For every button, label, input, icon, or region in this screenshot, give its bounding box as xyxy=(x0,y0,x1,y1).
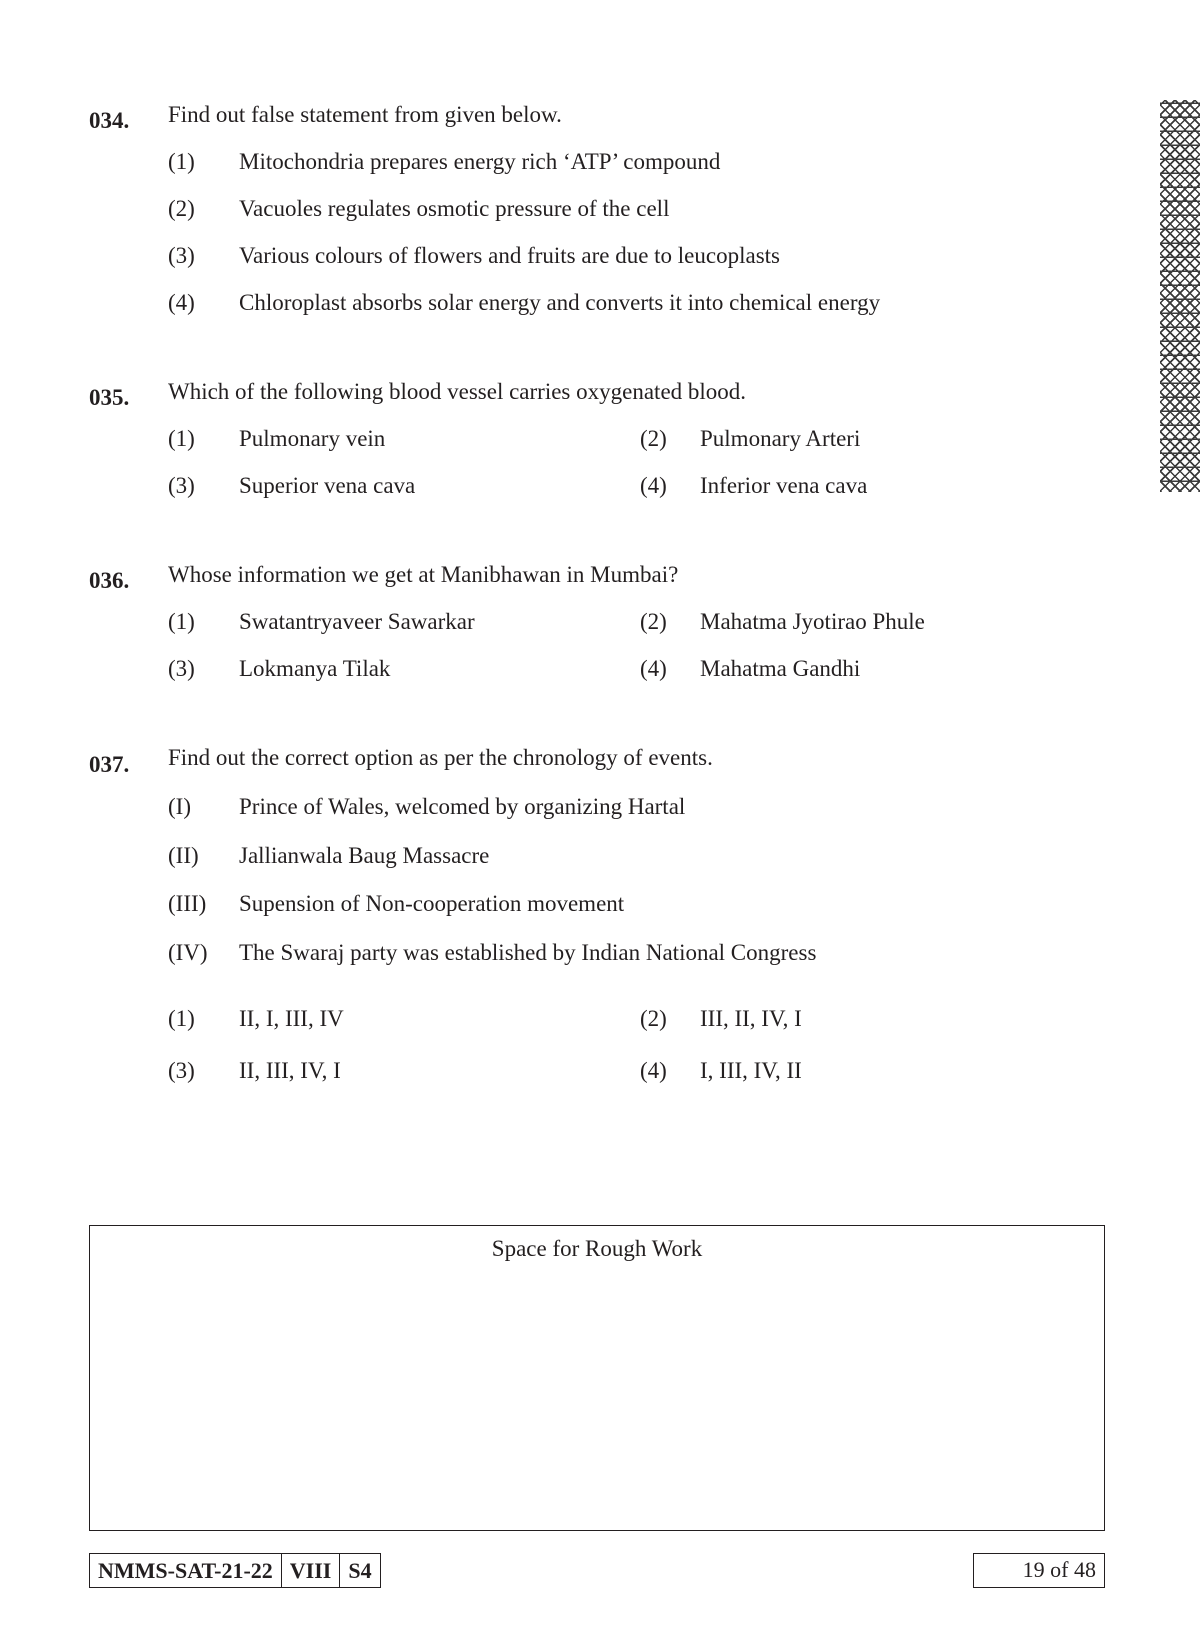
statement-text: Supension of Non-cooperation movement xyxy=(239,891,625,916)
statement-label: (III) xyxy=(168,891,207,916)
exam-standard: VIII xyxy=(281,1554,340,1587)
statement-label: (II) xyxy=(168,843,199,868)
option-label: (2) xyxy=(640,1006,667,1031)
option-label: (1) xyxy=(168,609,195,634)
option-text: I, III, IV, II xyxy=(700,1058,802,1083)
statement-label: (I) xyxy=(168,794,191,819)
option-text: Lokmanya Tilak xyxy=(239,656,391,681)
option-text: II, I, III, IV xyxy=(239,1006,344,1031)
question-number: 037. xyxy=(89,752,130,777)
option-text: Mahatma Gandhi xyxy=(700,656,861,681)
option-label: (4) xyxy=(640,473,667,498)
question-number: 035. xyxy=(89,385,130,410)
statement-text: The Swaraj party was established by Indian National Congress xyxy=(239,940,817,965)
option-label: (3) xyxy=(168,243,195,268)
option-label: (4) xyxy=(640,1058,667,1083)
option-label: (4) xyxy=(168,290,195,315)
option-text: II, III, IV, I xyxy=(239,1058,341,1083)
statement-text: Prince of Wales, welcomed by organizing Hartal xyxy=(239,794,686,819)
question-text: Find out the correct option as per the chronology of events. xyxy=(168,745,713,770)
page-number: 19 of 48 xyxy=(973,1553,1105,1588)
statement-label: (IV) xyxy=(168,940,208,965)
option-text: Chloroplast absorbs solar energy and converts it into chemical energy xyxy=(239,290,881,315)
option-text: III, II, IV, I xyxy=(700,1006,802,1031)
option-text: Pulmonary vein xyxy=(239,426,386,451)
option-text: Mahatma Jyotirao Phule xyxy=(700,609,925,634)
option-label: (4) xyxy=(640,656,667,681)
option-text: Swatantryaveer Sawarkar xyxy=(239,609,475,634)
rough-work-title: Space for Rough Work xyxy=(491,1236,703,1261)
exam-series: S4 xyxy=(339,1554,379,1587)
option-label: (2) xyxy=(640,426,667,451)
question-number: 036. xyxy=(89,568,130,593)
option-text: Vacuoles regulates osmotic pressure of the cell xyxy=(239,196,670,221)
option-label: (1) xyxy=(168,149,195,174)
option-label: (3) xyxy=(168,1058,195,1083)
option-text: Superior vena cava xyxy=(239,473,416,498)
decorative-pattern xyxy=(1160,100,1200,492)
option-label: (1) xyxy=(168,426,195,451)
option-label: (2) xyxy=(168,196,195,221)
option-text: Mitochondria prepares energy rich ‘ATP’ compound xyxy=(239,149,721,174)
question-text: Find out false statement from given below. xyxy=(168,102,562,127)
question-text: Which of the following blood vessel carries oxygenated blood. xyxy=(168,379,747,404)
exam-code: NMMS-SAT-21-22 xyxy=(98,1558,273,1583)
statement-text: Jallianwala Baug Massacre xyxy=(239,843,490,868)
option-text: Pulmonary Arteri xyxy=(700,426,861,451)
exam-code-box xyxy=(89,1553,381,1588)
option-label: (3) xyxy=(168,473,195,498)
option-label: (2) xyxy=(640,609,667,634)
question-text: Whose information we get at Manibhawan in Mumbai? xyxy=(168,562,679,587)
rough-work-box xyxy=(89,1225,1105,1531)
option-text: Various colours of flowers and fruits are due to leucoplasts xyxy=(239,243,780,268)
option-label: (3) xyxy=(168,656,195,681)
option-text: Inferior vena cava xyxy=(700,473,868,498)
option-label: (1) xyxy=(168,1006,195,1031)
question-number: 034. xyxy=(89,108,130,133)
